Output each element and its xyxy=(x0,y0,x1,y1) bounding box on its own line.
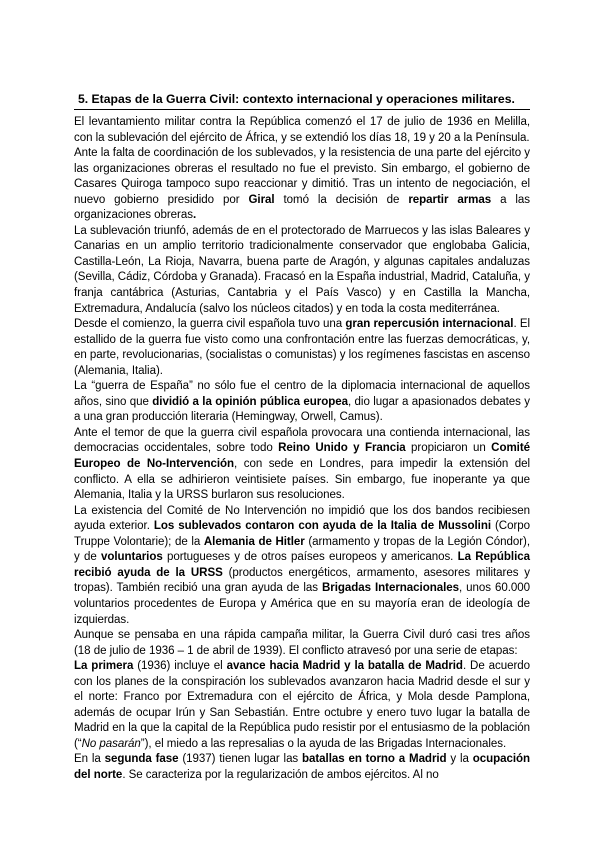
bold-text: Reino Unido y Francia xyxy=(278,442,406,455)
text-run: En la xyxy=(74,753,105,766)
bold-text: Brigadas Internacionales xyxy=(322,582,459,595)
paragraph xyxy=(74,504,530,628)
text-run: propiciaron un xyxy=(405,442,492,455)
paragraph xyxy=(74,628,530,659)
text-run: La existencia del Comité de No Intervención no impidió que los dos bandos recibiesen ayuda exterior. xyxy=(74,504,530,533)
bold-text: Alemania de Hitler xyxy=(203,535,305,548)
text-run: ”), el miedo a las represalias o la ayuda de las Brigadas Internacionales. xyxy=(140,737,507,750)
bold-text: Los sublevados contaron con ayuda de la Italia de Mussolini xyxy=(153,520,491,533)
text-run: (Corpo Truppe Volontarie); de la xyxy=(74,520,531,548)
text-run: La sublevación triunfó, además de en el protectorado de Marruecos y las islas Baleares y Canarias en un amplio territorio tradicionalmente conservador que englobaba Galicia, Castilla-León, La Rioja, Navarra, buena parte de Aragón, y algunas capitales andaluzas (Sevilla, Cádiz, Córdoba y Granada). Fracasó en la España industrial, Madrid, Cataluña, y franja cantábrica (Asturias, Cantabria y el País Vasco) y en Castilla la Mancha, Extremadura, Andalucía (salvo los núcleos citados) y en toda la costa mediterránea. xyxy=(74,224,530,315)
paragraph xyxy=(74,752,530,783)
document-page xyxy=(74,92,530,784)
text-run: , dio lugar a apasionados debates y a una gran producción literaria (Hemingway, Orwell, Camus). xyxy=(74,395,530,424)
text-run: (1936) incluye el xyxy=(133,660,227,673)
bold-text: avance hacia Madrid y la batalla de Madrid xyxy=(226,660,463,673)
section-heading: 5. Etapas de la Guerra Civil: contexto internacional y operaciones militares. xyxy=(74,92,530,110)
text-run: La “guerra de España” no sólo fue el centro de la diplomacia internacional de aquellos años, sino que xyxy=(74,380,530,408)
text-run: (1937) tienen lugar las xyxy=(178,753,303,766)
document-body xyxy=(74,115,530,784)
bold-text: La primera xyxy=(74,660,134,673)
bold-text: batallas en torno a Madrid xyxy=(302,753,447,766)
bold-text: repartir armas xyxy=(408,193,492,206)
text-run: portugueses y de otros países europeos y americanos. xyxy=(162,551,458,564)
text-run: , unos 60.000 voluntarios procedentes de Europa y América que en su mayoría eran de ideología de izquierdas. xyxy=(74,582,530,626)
bold-text: dividió a la opinión pública europea xyxy=(152,395,348,408)
paragraph xyxy=(74,224,530,317)
text-run: (armamento y tropas de la Legión Cóndor), y de xyxy=(74,535,530,564)
paragraph xyxy=(74,379,530,426)
text-run: Ante la falta de coordinación de los sublevados, y la resistencia de una parte del ejército y las organizaciones obreras el resultado no fue el previsto. Sin embargo, el gobierno de Casares Quiroga tampoco supo reaccionar y dimitió. Tras un intento de negociación, el nuevo gobierno presidido por xyxy=(74,147,530,206)
text-run: tomó la decisión de xyxy=(274,193,409,206)
text-run: Ante el temor de que la guerra civil española provocara una contienda internacional, las democracias occidentales, sobre todo xyxy=(74,426,530,455)
paragraph xyxy=(74,659,530,752)
italic-text: No pasarán xyxy=(81,737,141,750)
bold-text: segunda fase xyxy=(104,753,179,766)
text-run: . El estallido de la guerra fue visto como una confrontación entre las fuerzas democráticas, y, en parte, revolucionarias, (socialistas o comunistas) y los regímenes fascistas en ascenso (Alemania, Italia). xyxy=(74,318,531,377)
text-run: El levantamiento militar contra la República comenzó el 17 de julio de 1936 en Melilla, con la sublevación del ejército de África, y se extendió los días 18, 19 y 20 a la Península. xyxy=(74,116,530,144)
paragraph xyxy=(74,426,530,504)
text-run: Desde el comienzo, la guerra civil española tuvo una xyxy=(74,318,346,331)
text-run: Aunque se pensaba en una rápida campaña militar, la Guerra Civil duró casi tres años (18 de julio de 1936 – 1 de abril de 1939). El conflicto atravesó por una serie de etapas: xyxy=(74,629,530,657)
text-run: . De acuerdo con los planes de la conspiración los sublevados avanzaron hacia Madrid desde el sur y el norte: Franco por Extremadura con el ejército de África, y Mola desde Pamplona, además de ocupar Irún y San Sebastián. Entre octubre y enero tuvo lugar la batalla de Madrid en la que la capital de la República pudo resistir por el entusiasmo de la población (“ xyxy=(74,660,531,750)
text-run: y la xyxy=(446,753,473,766)
bold-text: . xyxy=(192,209,197,222)
paragraph xyxy=(74,317,530,379)
text-run: (productos energéticos, armamento, asesores militares y tropas). También recibió una gran ayuda de las xyxy=(74,566,530,595)
text-run: . Se caracteriza por la regularización de ambos ejércitos. Al no xyxy=(122,768,439,781)
bold-text: Comité Europeo de No-Intervención xyxy=(74,442,530,471)
bold-text: gran repercusión internacional xyxy=(345,318,514,331)
paragraph xyxy=(74,115,530,146)
bold-text: Giral xyxy=(248,193,275,206)
text-run: a las organizaciones obreras xyxy=(74,193,530,222)
bold-text: voluntarios xyxy=(101,551,163,564)
text-run: , con sede en Londres, para impedir la extensión del conflicto. A ella se adhirieron veintisiete países. Sin embargo, fue inoperante ya que Alemania, Italia y la URSS burlaron sus resoluciones. xyxy=(74,458,530,502)
paragraph xyxy=(74,146,530,224)
bold-text: ocupación del norte xyxy=(74,753,530,781)
bold-text: La República recibió ayuda de la URSS xyxy=(74,551,530,579)
